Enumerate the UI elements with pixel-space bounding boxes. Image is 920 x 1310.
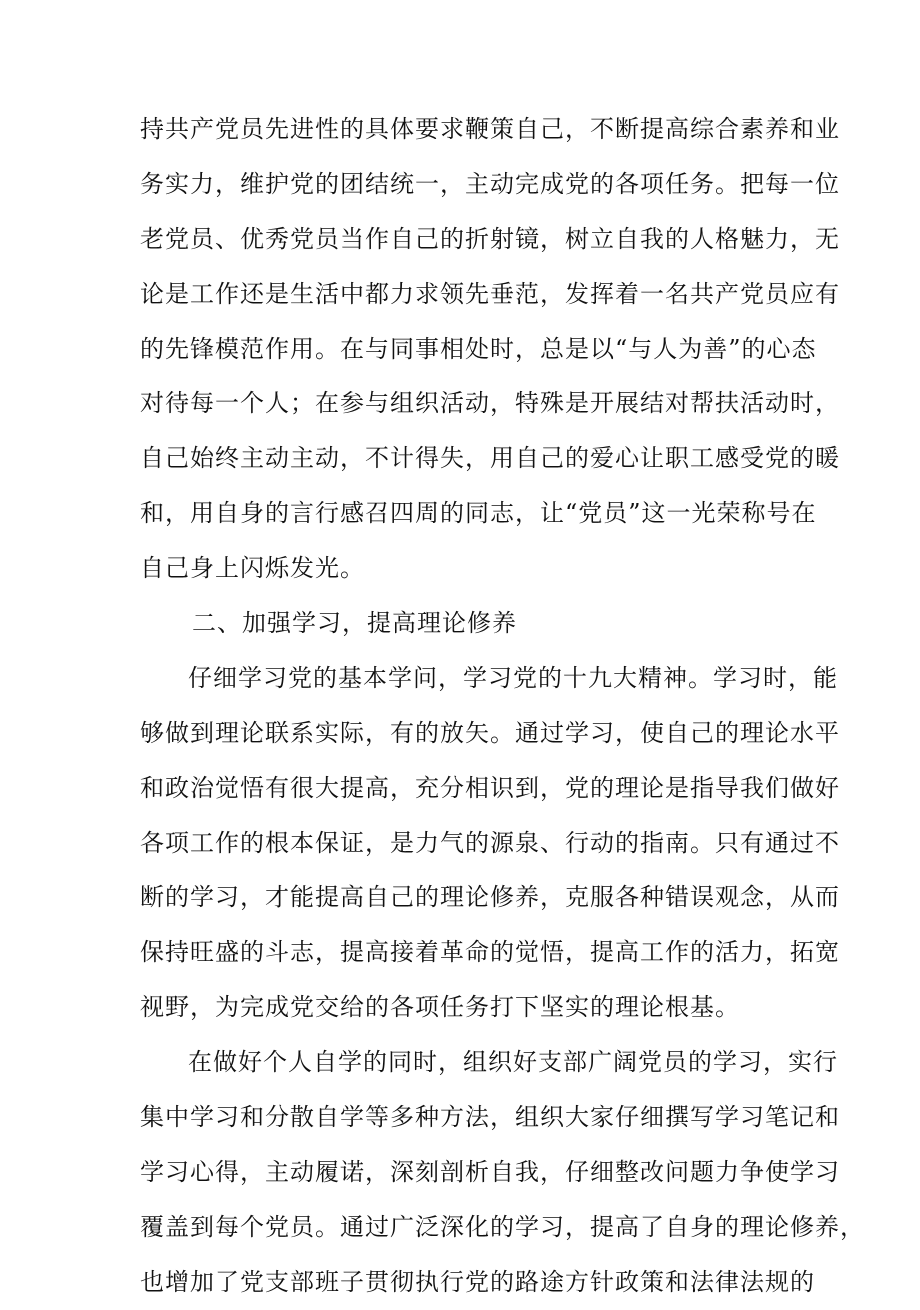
text-line: 覆盖到每个党员。通过广泛深化的学习，提高了自身的理论修养， xyxy=(140,1212,865,1241)
text-line: 和政治觉悟有很大提高，充分相识到，党的理论是指导我们做好 xyxy=(140,773,840,802)
text-line: 保持旺盛的斗志，提高接着革命的觉悟，提高工作的活力，拓宽 xyxy=(140,938,840,967)
text-line: 务实力，维护党的团结统一，主动完成党的各项任务。把每一位 xyxy=(140,169,840,198)
text-line: 够做到理论联系实际，有的放矢。通过学习，使自己的理论水平 xyxy=(140,718,840,747)
text-line: 仔细学习党的基本学问，学习党的十九大精神。学习时，能 xyxy=(188,663,838,692)
body-text xyxy=(140,102,865,1310)
section-heading: 二、加强学习，提高理论修养 xyxy=(192,609,517,638)
text-line: 在做好个人自学的同时，组织好支部广阔党员的学习，实行 xyxy=(188,1048,838,1077)
text-line: 自己身上闪烁发光。 xyxy=(140,554,365,583)
text-line: 自己始终主动主动，不计得失，用自己的爱心让职工感受党的暖 xyxy=(140,444,840,473)
text-line: 各项工作的根本保证，是力气的源泉、行动的指南。只有通过不 xyxy=(140,828,840,857)
text-line: 持共产党员先进性的具体要求鞭策自己，不断提高综合素养和业 xyxy=(140,115,840,143)
text-line: 老党员、优秀党员当作自己的折射镜，树立自我的人格魅力，无 xyxy=(140,224,840,253)
text-line: 视野，为完成党交给的各项任务打下坚实的理论根基。 xyxy=(140,993,740,1022)
text-line: 和，用自身的言行感召四周的同志，让“党员”这一光荣称号在 xyxy=(140,499,817,528)
text-line: 断的学习，才能提高自己的理论修养，克服各种错误观念，从而 xyxy=(140,883,840,912)
text-line: 论是工作还是生活中都力求领先垂范，发挥着一名共产党员应有 xyxy=(140,279,840,308)
text-line: 也增加了党支部班子贯彻执行党的路途方针政策和法律法规的 xyxy=(140,1267,815,1296)
text-line: 学习心得，主动履诺，深刻剖析自我，仔细整改问题力争使学习 xyxy=(140,1157,840,1186)
text-line: 对待每一个人；在参与组织活动，特殊是开展结对帮扶活动时， xyxy=(140,389,840,418)
text-line: 的先锋模范作用。在与同事相处时，总是以“与人为善”的心态 xyxy=(140,334,817,363)
text-line: 集中学习和分散自学等多种方法，组织大家仔细撰写学习笔记和 xyxy=(140,1103,840,1132)
